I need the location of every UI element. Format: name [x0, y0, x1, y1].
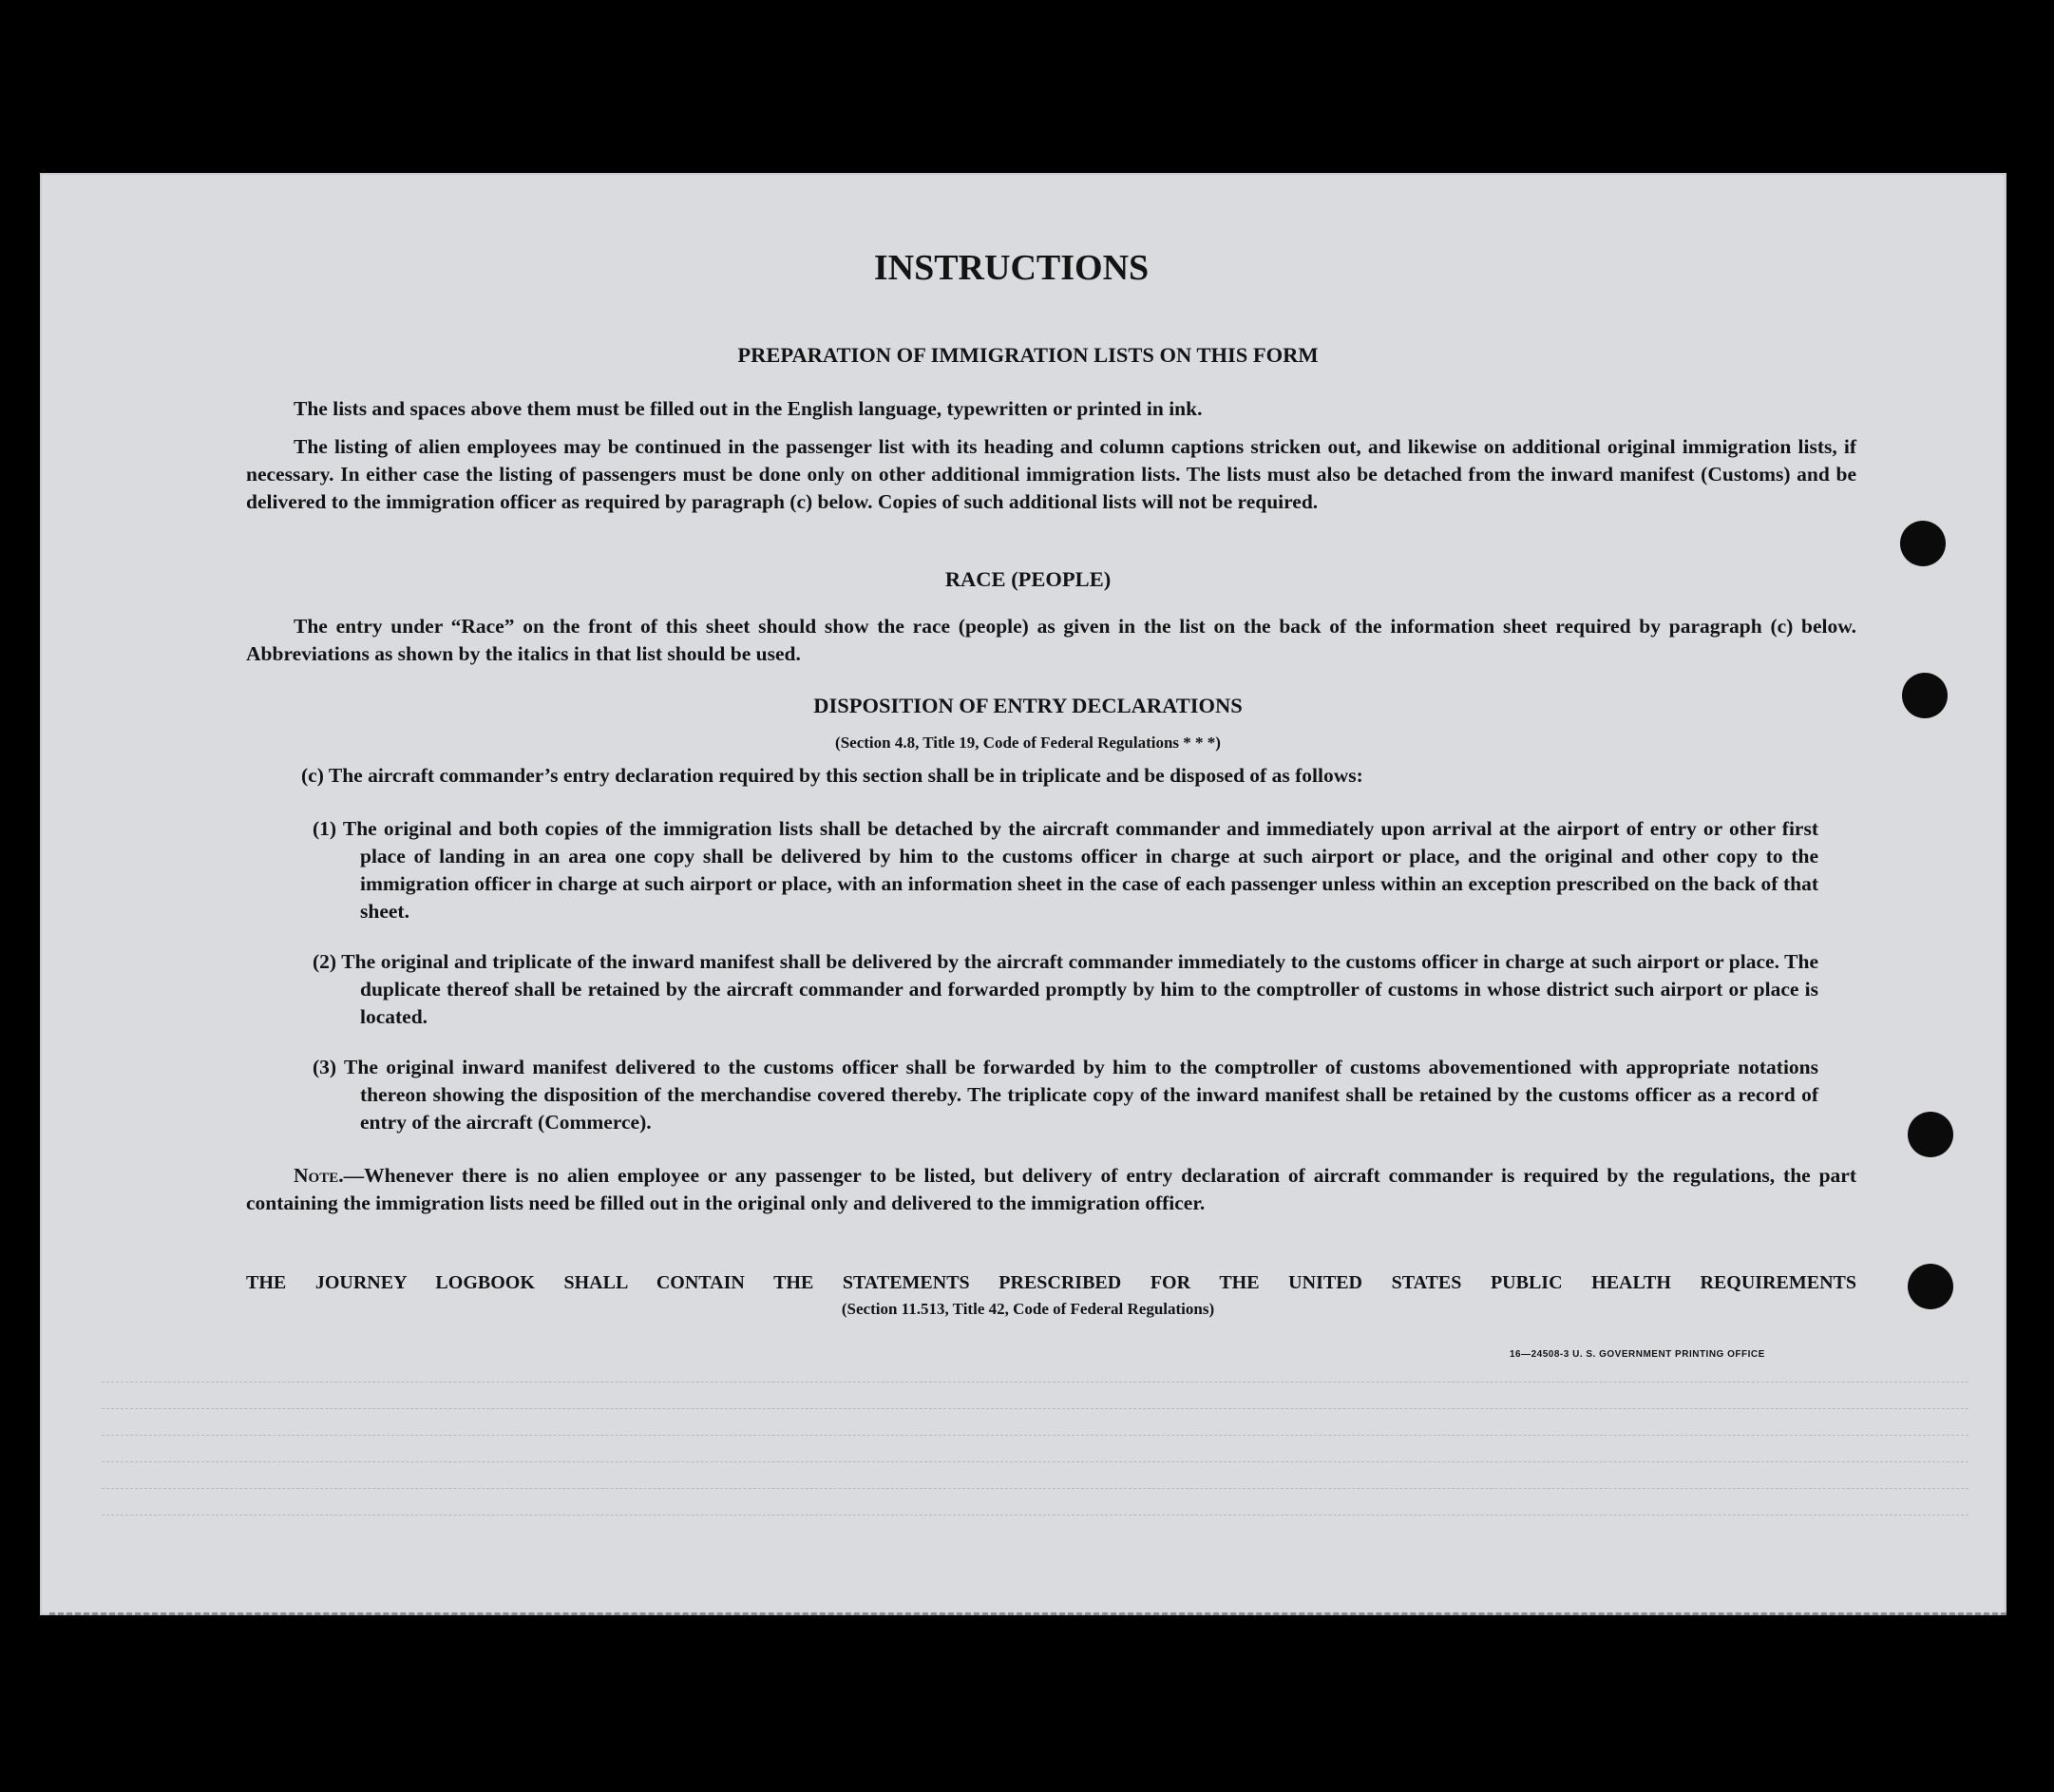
punch-hole: [1902, 673, 1948, 718]
race-paragraph: The entry under “Race” on the front of this sheet should show the race (people) as given in the list on the back of the information sheet required by paragraph (c) below. Abbreviations as shown by the italics in that list should be used.: [246, 615, 1856, 665]
punch-hole: [1908, 1264, 1953, 1309]
printing-office-imprint: 16—24508-3 U. S. GOVERNMENT PRINTING OFFICE: [1510, 1349, 1765, 1360]
health-citation: (Section 11.513, Title 42, Code of Federal Regulations): [841, 1300, 1215, 1318]
disposition-item-c: (c) The aircraft commander’s entry declaration required by this section shall be in triplicate and be disposed of as follows:: [301, 764, 1363, 787]
page-title: INSTRUCTIONS: [873, 248, 1150, 288]
show-through-text: [448, 285, 1873, 342]
health-statement: THE JOURNEY LOGBOOK SHALL CONTAIN THE STATEMENTS PRESCRIBED FOR THE UNITED STATES PUBLIC HEALTH REQUIREMENTS: [246, 1272, 1856, 1293]
disposition-item-3: (3) The original inward manifest delivered to the customs officer shall be forwarded by him to the comptroller of customs abovementioned with appropriate notations thereon showing the disposition of the merchandise covered thereby. The triplicate copy of the inward manifest shall be retained by the customs officer as a record of entry of the aircraft (Commerce).: [313, 1056, 1818, 1134]
preparation-heading: PREPARATION OF IMMIGRATION LISTS ON THIS FORM: [737, 343, 1319, 367]
ruled-line: [102, 1408, 1968, 1409]
note-paragraph: [246, 1162, 1856, 1217]
disposition-citation: (Section 4.8, Title 19, Code of Federal Regulations * * *): [835, 734, 1221, 752]
preparation-paragraph-2: The listing of alien employees may be continued in the passenger list with its heading and column captions stricken out, and likewise on additional original immigration lists, if necessary. In either case the listing of passengers must be done only on other additional immigration lists. The lists must also be detached from the inward manifest (Customs) and be delivered to the immigration officer as required by paragraph (c) below. Copies of such additional lists will not be required.: [246, 435, 1856, 513]
disposition-item-2: (2) The original and triplicate of the inward manifest shall be delivered by the aircraft commander immediately to the customs officer in charge at such airport or place. The duplicate thereof shall be retained by the aircraft commander and forwarded promptly by him to the comptroller of customs in whose district such airport or place is located.: [313, 950, 1818, 1028]
note-text: —Whenever there is no alien employee or any passenger to be listed, but delivery of entry declaration of aircraft commander is required by the regulations, the part containing the immigration lists need be filled out in the original only and delivered to the immigration officer.: [246, 1164, 1856, 1214]
punch-hole: [1900, 521, 1946, 566]
disposition-heading: DISPOSITION OF ENTRY DECLARATIONS: [813, 694, 1243, 717]
ruled-line: [102, 1461, 1968, 1462]
ruled-line: [102, 1515, 1968, 1516]
ruled-line: [102, 1435, 1968, 1436]
punch-hole: [1908, 1112, 1953, 1157]
race-heading: RACE (PEOPLE): [944, 567, 1112, 591]
document-sheet: [40, 173, 2006, 1615]
preparation-paragraph-1: The lists and spaces above them must be filled out in the English language, typewritten or printed in ink.: [294, 397, 1203, 420]
note-lead: Note.: [294, 1164, 344, 1187]
disposition-item-1: (1) The original and both copies of the immigration lists shall be detached by the aircraft commander and immediately upon arrival at the airport of entry or other first place of landing in an area one copy shall be delivered by him to the customs officer in charge at such airport or place, and the original and other copy to the immigration officer in charge at such airport or place, with an information sheet in the case of each passenger unless within an exception prescribed on the back of that sheet.: [313, 817, 1818, 923]
ruled-line: [102, 1488, 1968, 1489]
